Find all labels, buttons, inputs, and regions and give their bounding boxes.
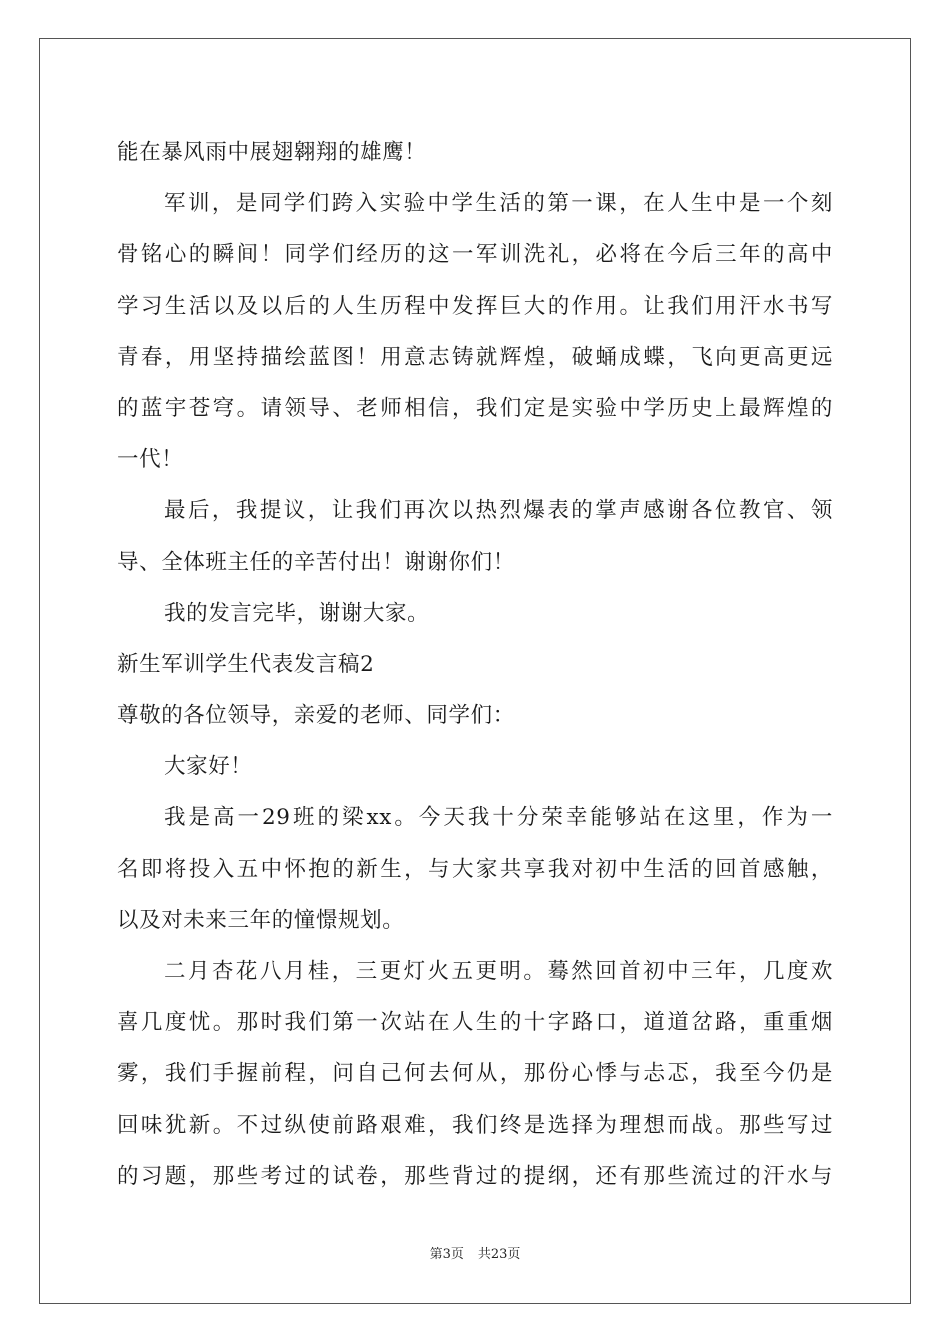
text-line: 我的发言完毕，谢谢大家。 — [164, 600, 430, 626]
text-line: 二月杏花八月桂，三更灯火五更明。蓦然回首初中三年，几度欢 — [164, 959, 833, 984]
page-footer — [0, 1245, 950, 1265]
document-body — [117, 127, 833, 1202]
text-line: 名即将投入五中怀抱的新生，与大家共享我对初中生活的回首感触， — [117, 856, 833, 882]
text-line: 回味犹新。不过纵使前路艰难，我们终是选择为理想而战。那些写过 — [117, 1112, 833, 1138]
text-line: 喜几度忧。那时我们第一次站在人生的十字路口，道道岔路，重重烟 — [117, 1010, 833, 1036]
text-line: 军训，是同学们跨入实验中学生活的第一课，在人生中是一个刻 — [164, 191, 833, 217]
text-line: 一代！ — [117, 447, 184, 473]
text-line: 的习题，那些考过的试卷，那些背过的提纲，还有那些流过的汗水与 — [117, 1163, 833, 1189]
text-line: 学习生活以及以后的人生历程中发挥巨大的作用。让我们用汗水书写 — [117, 293, 833, 319]
text-line: 雾，我们手握前程，问自己何去何从，那份心悸与忐忑，我至今仍是 — [117, 1061, 833, 1087]
text-line: 新生军训学生代表发言稿2 — [117, 651, 375, 677]
text-line: 我是高一29班的梁xx。今天我十分荣幸能够站在这里，作为一 — [164, 805, 833, 831]
text-line: 尊敬的各位领导，亲爱的老师、同学们： — [117, 703, 515, 729]
text-line: 青春，用坚持描绘蓝图！用意志铸就辉煌，破蛹成蝶，飞向更高更远 — [117, 344, 833, 370]
text-line: 大家好！ — [164, 754, 253, 780]
text-line: 能在暴风雨中展翅翱翔的雄鹰！ — [117, 140, 427, 165]
text-line: 骨铭心的瞬间！同学们经历的这一军训洗礼，必将在今后三年的高中 — [117, 242, 833, 268]
page-number-current: 第3页 — [429, 1247, 464, 1262]
text-line: 以及对未来三年的憧憬规划。 — [117, 907, 405, 933]
text-line: 最后，我提议，让我们再次以热烈爆表的掌声感谢各位教官、领 — [164, 498, 833, 524]
page-number-total: 共23页 — [477, 1247, 521, 1262]
text-line: 导、全体班主任的辛苦付出！谢谢你们！ — [117, 549, 515, 575]
text-line: 的蓝宇苍穹。请领导、老师相信，我们定是实验中学历史上最辉煌的 — [117, 395, 833, 421]
